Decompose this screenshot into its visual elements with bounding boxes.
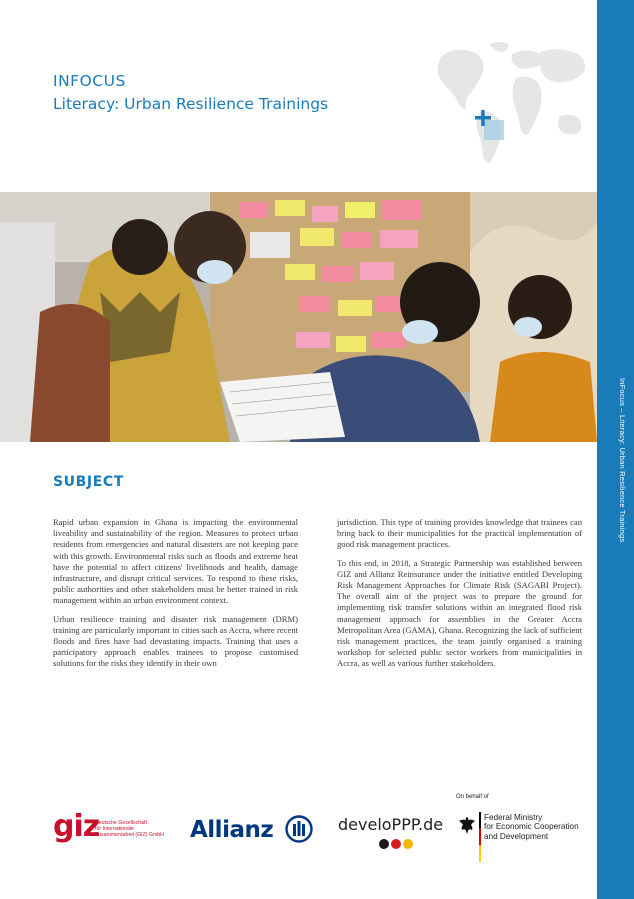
developpp-wordmark: develoPPP.de — [338, 815, 444, 834]
on-behalf-label: On behalf of — [456, 794, 489, 800]
body-column-left — [53, 517, 298, 677]
body-column-right — [337, 517, 582, 677]
world-map-icon — [420, 38, 592, 173]
running-title: InFocus – Literacy: Urban Resilience Trainings — [618, 378, 627, 543]
giz-wordmark: giz — [53, 809, 100, 844]
giz-org-name: Deutsche Gesellschaft für Internationale Zusammenarbeit (GIZ) GmbH — [95, 820, 164, 838]
page-title: Literacy: Urban Resilience Trainings — [53, 95, 329, 113]
allianz-wordmark: Allianz — [190, 817, 274, 843]
paragraph: Rapid urban expansion in Ghana is impacting the environmental liveability and sustainability of the region. Measures to protect urban residents from emergencies and natural disasters are not keeping pace with this growth. Environmental risks such as floods and extreme heat have the potential to affect citizens' livelihoods and health, damage infrastructure, and disrupt critical services. To respond to these risks, public authorities and other stakeholders must be better trained in risk management within an urban environment context. — [53, 517, 298, 606]
german-flag-stripe — [479, 812, 481, 862]
paragraph: jurisdiction. This type of training provides knowledge that trainees can bring back to their municipalities for the practical implementation of good risk management practices. — [337, 517, 582, 550]
allianz-eagle-icon — [285, 815, 313, 843]
paragraph: Urban resilience training and disaster risk management (DRM) training are particularly important in cities such as Accra, where recent floods and fires have had devastating impacts. Training that uses a participatory approach enables trainees to propose customised solutions for the risks they identify in their own — [53, 613, 298, 669]
bmz-name: Federal Ministry for Economic Cooperation and Development — [484, 813, 579, 841]
workshop-photo — [0, 192, 597, 442]
page-kicker: INFOCUS — [53, 72, 126, 90]
section-heading: SUBJECT — [53, 474, 124, 490]
developpp-dots-icon — [378, 838, 422, 850]
federal-eagle-icon — [458, 815, 476, 835]
giz-logo — [53, 809, 100, 844]
paragraph: To this end, in 2018, a Strategic Partnership was established between GIZ and Allianz Reinsurance under the initiative entitled Developing Risk Management Approaches for Climate Risk (SAGABI Project). The overall aim of the project was to prepare the ground for implementing risk transfer solutions within an integrated flood risk management approach for assemblies in the Greater Accra Metropolitan Area (GAMA), Ghana. Recognizing the lack of sufficient risk management practices, the team jointly organised a training workshop for selected public sector workers from municipalities in Accra, as well as various further stakeholders. — [337, 557, 582, 669]
